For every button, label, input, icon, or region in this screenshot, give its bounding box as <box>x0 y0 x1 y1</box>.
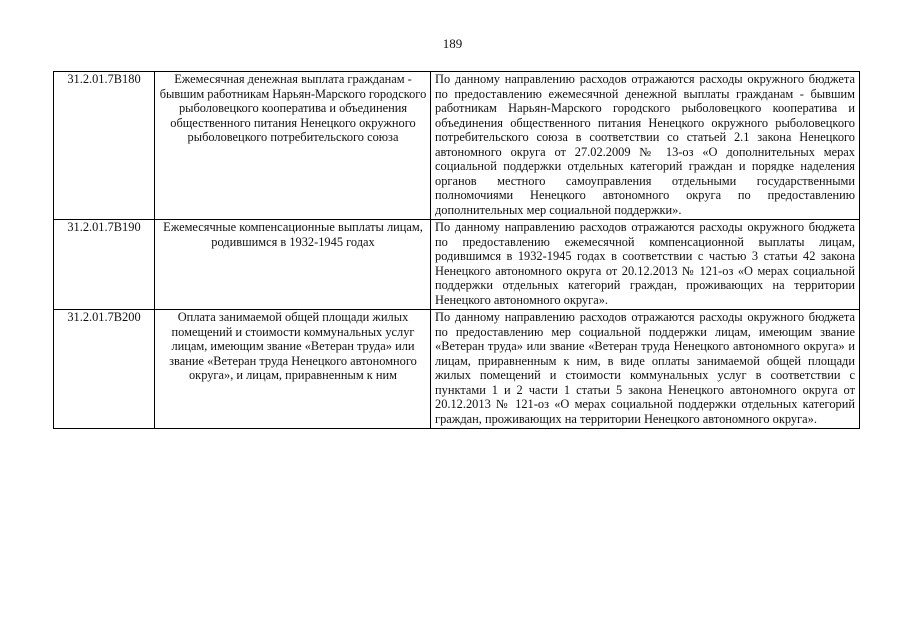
expense-description-cell: По данному направлению расходов отражаются расходы окружного бюджета по предоставлению ежемесячной денежной выплаты гражданам - бывшим работникам Нарьян-Марского городского рыболовецкого кооператива и объединения общественного питания Ненецкого окружного рыболовецкого потребительского союза в соответствии со статьей 2.1 закона Ненецкого автономного округа от 27.02.2009 № 13-оз «О дополнительных мерах социальной поддержки отдельных категорий граждан и порядке наделения органов местного самоуправления отдельными государственными полномочиями Ненецкого автономного округа по предоставлению дополнительных мер социальной поддержки». <box>431 72 860 220</box>
table-row <box>54 220 860 310</box>
budget-code-cell: 31.2.01.7В190 <box>54 220 155 310</box>
expense-name-cell: Оплата занимаемой общей площади жилых помещений и стоимости коммунальных услуг лицам, имеющим звание «Ветеран труда» или звание «Ветеран труда Ненецкого автономного округа», и лицам, приравненным к ним <box>155 310 431 429</box>
table-row <box>54 72 860 220</box>
table-row <box>54 310 860 429</box>
expense-directions-table <box>53 71 860 429</box>
budget-code-cell: 31.2.01.7В180 <box>54 72 155 220</box>
expense-description-cell: По данному направлению расходов отражаются расходы окружного бюджета по предоставлению мер социальной поддержки лицам, имеющим звание «Ветеран труда» или звание «Ветеран труда Ненецкого автономного округа» и лицам, приравненным к ним, в виде оплаты занимаемой общей площади жилых помещений и стоимости коммунальных услуг в соответствии с пунктами 1 и 2 части 1 статьи 5 закона Ненецкого автономного округа от 20.12.2013 № 121-оз «О мерах социальной поддержки отдельных категорий граждан, проживающих на территории Ненецкого автономного округа». <box>431 310 860 429</box>
budget-code-cell: 31.2.01.7В200 <box>54 310 155 429</box>
expense-name-cell: Ежемесячная денежная выплата гражданам - бывшим работникам Нарьян-Марского городского рыболовецкого кооператива и объединения общественного питания Ненецкого окружного рыболовецкого потребительского союза <box>155 72 431 220</box>
expense-name-cell: Ежемесячные компенсационные выплаты лицам, родившимся в 1932-1945 годах <box>155 220 431 310</box>
page-number: 189 <box>442 36 463 51</box>
expense-description-cell: По данному направлению расходов отражаются расходы окружного бюджета по предоставлению ежемесячной компенсационной выплаты лицам, родившимся в 1932-1945 годах в соответствии с частью 3 статьи 42 закона Ненецкого автономного округа от 20.12.2013 № 121-оз «О мерах социальной поддержки отдельных категорий граждан, проживающих на территории Ненецкого автономного округа». <box>431 220 860 310</box>
